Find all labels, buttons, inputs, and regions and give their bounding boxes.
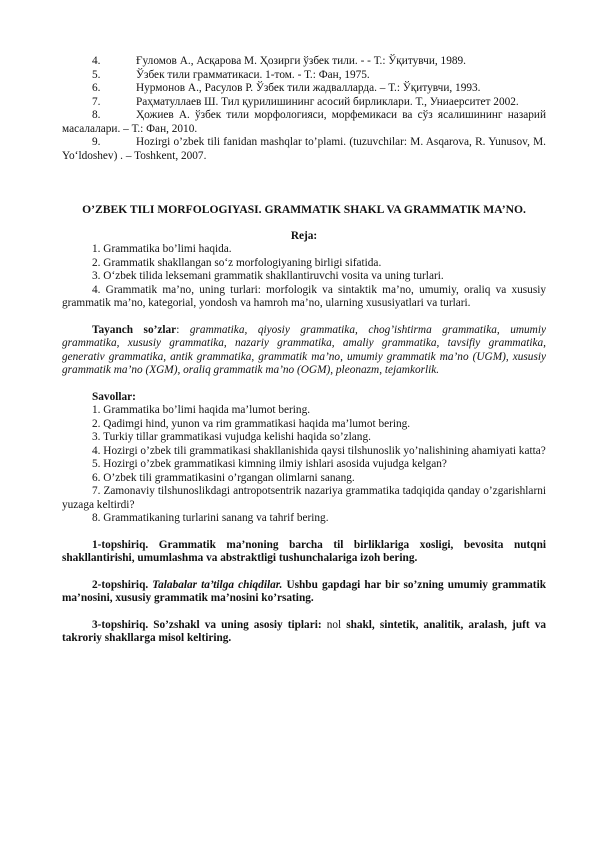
question-item: 5. Hozirgi o’zbek grammatikasi kimning ilmiy ishlari asosida vujudga kelgan?: [92, 458, 447, 470]
question-item: 2. Qadimgi hind, yunon va rim grammatikasi haqida ma’lumot bering.: [92, 417, 411, 430]
question-item: 8. Grammatikaning turlarini sanang va tahrif bering.: [92, 512, 329, 524]
plan-item: 3. O‘zbek tilida leksemani grammatik shakllantiruvchi vosita va uning turlari.: [92, 270, 444, 282]
reference-item: 7. Раҳматуллаев Ш. Тил қурилишининг асосий бирликлари. Т., Униаерситет 2002.: [92, 95, 519, 108]
task-2: 2-topshiriq. Talabalar ta’tilga chiqdilar. Ushbu gapdagi har bir so’zning umumiy grammatik ma’nosini, xususiy grammatik ma’nosini ko’rsating.: [62, 578, 546, 604]
key-terms-text: grammatika, qiyosiy grammatika, chog’ishtirma grammatika, umumiy grammatika, xususiy grammatika, nazariy grammatika, amaliy grammatika, tavsifiy grammatika, generativ grammatika, antik grammatika, grammatik ma’no, umumiy grammatik ma’no (UGM), xususiy grammatik ma’no (XGM), oraliq grammatik ma’no (OGM), pleonazm, tejamkorlik.: [62, 323, 546, 376]
key-terms-paragraph: Tayanch so’zlar: grammatika, qiyosiy grammatika, chog’ishtirma grammatika, umumiy grammatika, xususiy grammatika, nazariy grammatika, amaliy grammatika, tavsifiy grammatika, generativ grammatika, antik grammatika, grammatik ma’no, umumiy grammatik ma’no (UGM), xususiy grammatik ma’no (XGM), oraliq grammatik ma’no (OGM), pleonazm, tejamkorlik.: [62, 323, 546, 376]
question-item: 7. Zamonaviy tilshunoslikdagi antropotsentrik nazariya grammatika tadqiqida qanday o’zgarishlarni yuzaga keltirdi?: [62, 485, 546, 511]
reference-item: 4. Ғуломов А., Асқарова М. Ҳозирги ўзбек тили. - - Т.: Ўқитувчи, 1989.: [92, 55, 466, 67]
reference-item: 5. Ўзбек тили грамматикаси. 1-том. - Т.: Фан, 1975.: [92, 68, 370, 81]
plan-item: 1. Grammatika bo’limi haqida.: [92, 243, 232, 255]
question-item: 3. Turkiy tillar grammatikasi vujudga kelishi haqida so’zlang.: [92, 431, 371, 443]
section-title: O’ZBEK TILI MORFOLOGIYASI. GRAMMATIK SHAKL VA GRAMMATIK MA’NO.: [82, 203, 526, 216]
task-1: 1-topshiriq. Grammatik ma’noning barcha til birliklariga xosligi, bevosita nutqni shakllantirishi, umumlashma va abstraktligi tushunchalariga izoh bering.: [62, 538, 546, 564]
plan-item: 4. Grammatik ma’no, uning turlari: morfologik va sintaktik ma’no, umumiy, oraliq va xususiy grammatik ma’no, kategorial, yondosh va hamroh ma’no, ularning xususiyatlari va turlari.: [62, 283, 546, 309]
question-item: 6. O’zbek tili grammatikasini o’rgangan olimlarni sanang.: [92, 471, 355, 484]
question-item: 4. Hozirgi o’zbek tili grammatikasi shakllanishida qaysi tilshunoslik yo’nalishining ahamiyati katta?: [92, 444, 546, 457]
questions-heading: Savollar:: [92, 390, 136, 403]
reference-item: 9. Hozirgi o’zbek tili fanidan mashqlar to’plami. (tuzuvchilar: M. Asqarova, R. Yunusov, M. Yo‘ldoshev) . – Toshkent, 2007.: [62, 136, 546, 162]
plan-heading: Reja:: [290, 229, 318, 242]
document-page: [62, 55, 546, 646]
key-terms-label: Tayanch so’zlar: [92, 323, 177, 336]
reference-item: 6. Нурмонов А., Расулов Р. Ўзбек тили жадвалларда. – Т.: Ўқитувчи, 1993.: [92, 82, 481, 94]
plan-item: 2. Grammatik shakllangan so‘z morfologiyaning birligi sifatida.: [92, 256, 382, 269]
task-3: 3-topshiriq. So’zshakl va uning asosiy tiplari: nol shakl, sintetik, analitik, aralash, juft va takroriy shakllarga misol keltiring.: [62, 618, 546, 644]
question-item: 1. Grammatika bo’limi haqida ma’lumot bering.: [92, 404, 311, 416]
reference-item: 8. Ҳожиев А. ўзбек тили морфологияси, морфемикаси ва сўз ясалишининг назарий масалалари. – Т.: Фан, 2010.: [62, 109, 546, 135]
